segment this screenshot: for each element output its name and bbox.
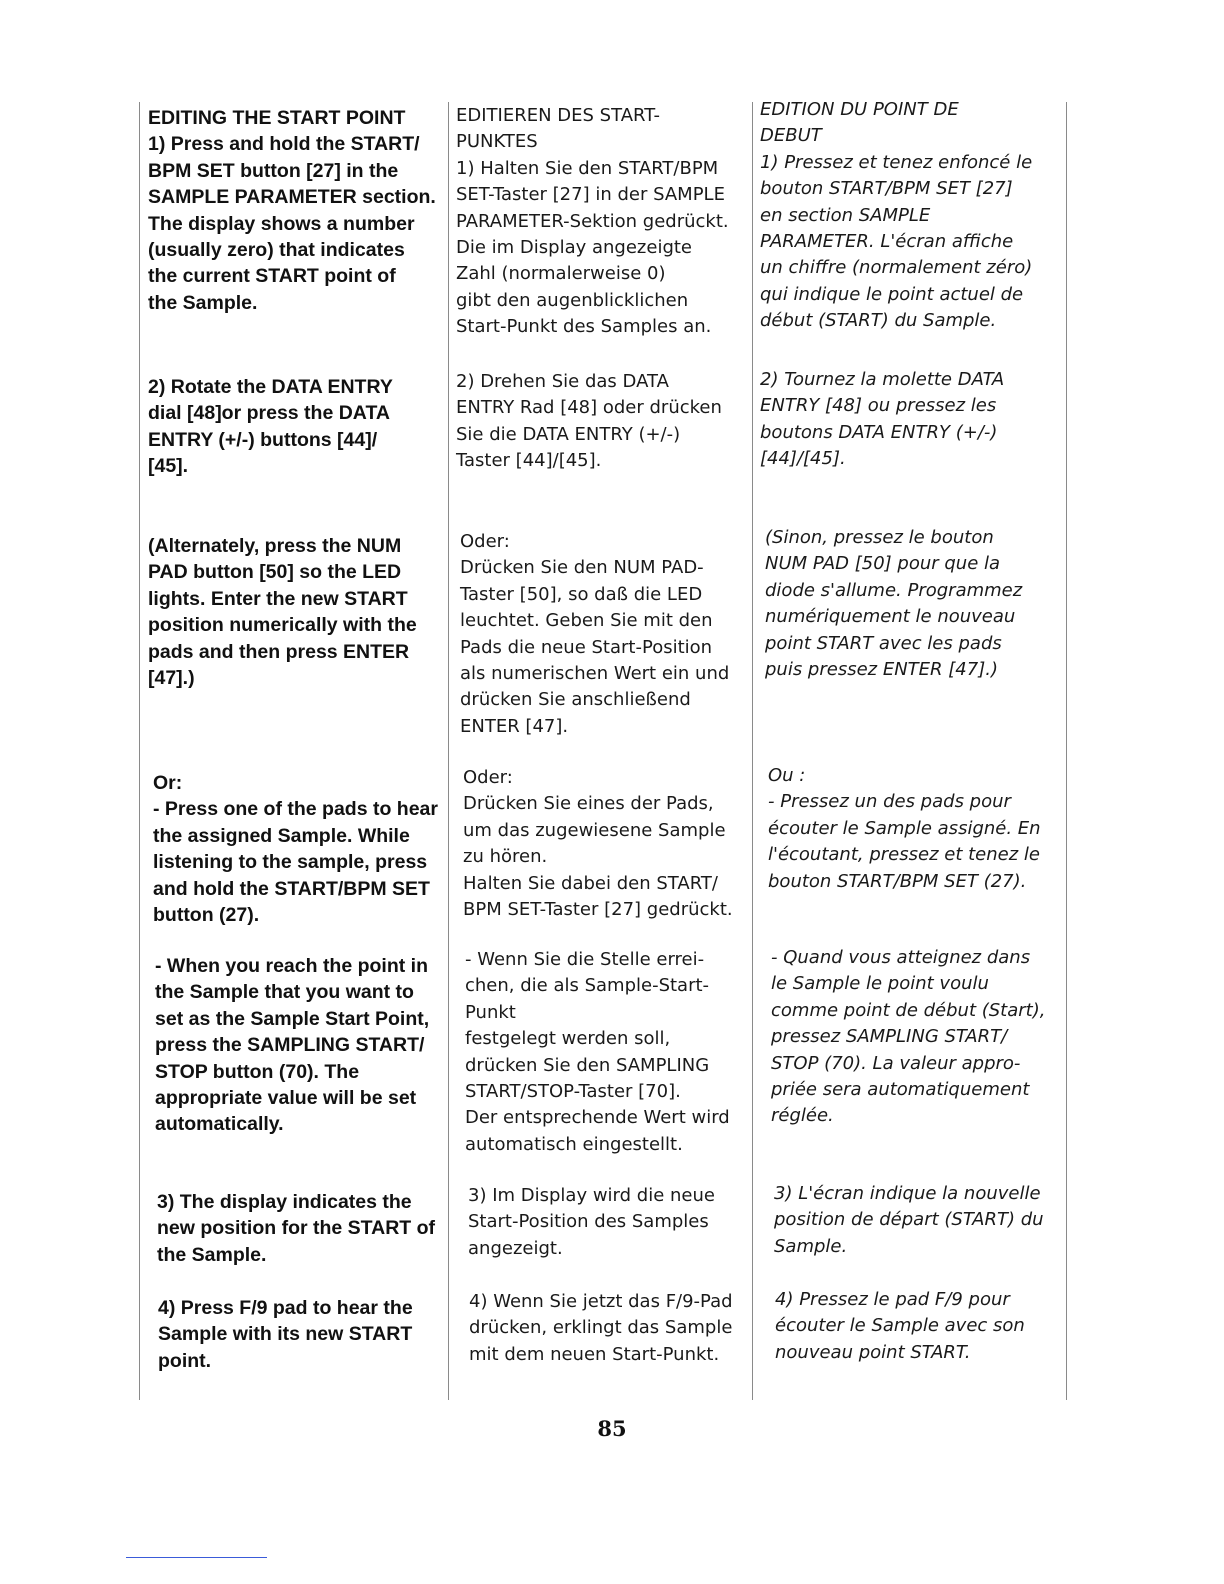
english-block-sampling-start: - When you reach the point in the Sample that you want to set as the Sample Start Point, press the SAMPLING START/ STOP button (70). The appropriate value will be set automatically. bbox=[155, 955, 430, 1136]
french-block-rotate-dial: 2) Tournez la molette DATA ENTRY [48] ou pressez les boutons DATA ENTRY (+/-) [44]/[45]. bbox=[760, 369, 1005, 470]
english-block-or-pads: Or: - Press one of the pads to hear the assigned Sample. While listening to the sample, press and hold the START/BPM SET button (27). bbox=[153, 772, 438, 927]
german-block-sampling-start: - Wenn Sie die Stelle errei- chen, die als Sample-Start- Punkt festgelegt werden soll, drücken Sie den SAMPLING START/STOP-Taster [70]. Der entsprechende Wert wird automatisch eingestellt. bbox=[465, 949, 730, 1155]
german-block-rotate-dial: 2) Drehen Sie das DATA ENTRY Rad [48] oder drücken Sie die DATA ENTRY (+/-) Taster [44]/[45]. bbox=[456, 371, 722, 472]
column-divider-left bbox=[139, 102, 140, 1400]
german-block-press-f9: 4) Wenn Sie jetzt das F/9-Pad drücken, erklingt das Sample mit dem neuen Start-Punkt. bbox=[469, 1291, 733, 1365]
german-block-display-indicates: 3) Im Display wird die neue Start-Position des Samples angezeigt. bbox=[468, 1185, 715, 1259]
english-block-start-point: EDITING THE START POINT 1) Press and hold the START/ BPM SET button [27] in the SAMPLE PARAMETER section. The display shows a number (usually zero) that indicates the current START point of the Sample. bbox=[148, 107, 436, 314]
french-block-start-point: EDITION DU POINT DE DEBUT 1) Pressez et tenez enfoncé le bouton START/BPM SET [27] en section SAMPLE PARAMETER. L'écran affiche un chiffre (normalement zéro) qui indique le point actuel de début (START) du Sample. bbox=[760, 99, 1033, 332]
french-block-press-f9: 4) Pressez le pad F/9 pour écouter le Sample avec son nouveau point START. bbox=[775, 1289, 1025, 1363]
french-block-num-pad: (Sinon, pressez le bouton NUM PAD [50] pour que la diode s'allume. Programmez numériquement le nouveau point START avec les pads puis pressez ENTER [47].) bbox=[765, 527, 1023, 681]
english-block-press-f9: 4) Press F/9 pad to hear the Sample with its new START point. bbox=[158, 1297, 413, 1372]
german-block-start-point: EDITIEREN DES START- PUNKTES 1) Halten Sie den START/BPM SET-Taster [27] in der SAMPLE PARAMETER-Sektion gedrückt. Die im Display angezeigte Zahl (normalerweise 0) gibt den augenblicklichen Start-Punkt des Samples an. bbox=[456, 105, 729, 338]
french-block-or-pads: Ou : - Pressez un des pads pour écouter le Sample assigné. En l'écoutant, pressez et tenez le bouton START/BPM SET (27). bbox=[768, 765, 1041, 892]
german-block-or-pads: Oder: Drücken Sie eines der Pads, um das zugewiesene Sample zu hören. Halten Sie dabei den START/ BPM SET-Taster [27] gedrückt. bbox=[463, 767, 733, 921]
english-block-display-indicates: 3) The display indicates the new position for the START of the Sample. bbox=[157, 1191, 436, 1266]
english-block-rotate-dial: 2) Rotate the DATA ENTRY dial [48]or press the DATA ENTRY (+/-) buttons [44]/ [45]. bbox=[148, 376, 393, 478]
german-block-num-pad: Oder: Drücken Sie den NUM PAD- Taster [50], so daß die LED leuchtet. Geben Sie mit den Pads die neue Start-Position als numerischen Wert ein und drücken Sie anschließend ENTER [47]. bbox=[460, 531, 730, 737]
french-block-sampling-start: - Quand vous atteignez dans le Sample le point voulu comme point de début (Start), pressez SAMPLING START/ STOP (70). La valeur appro- priée sera automatiquement réglée. bbox=[771, 947, 1046, 1127]
french-block-display-indicates: 3) L'écran indique la nouvelle position de départ (START) du Sample. bbox=[774, 1183, 1044, 1257]
page-number: 85 bbox=[597, 1416, 627, 1441]
footer-rule bbox=[126, 1557, 267, 1558]
english-block-num-pad: (Alternately, press the NUM PAD button [50] so the LED lights. Enter the new START position numerically with the pads and then press ENTER [47].) bbox=[148, 535, 417, 690]
